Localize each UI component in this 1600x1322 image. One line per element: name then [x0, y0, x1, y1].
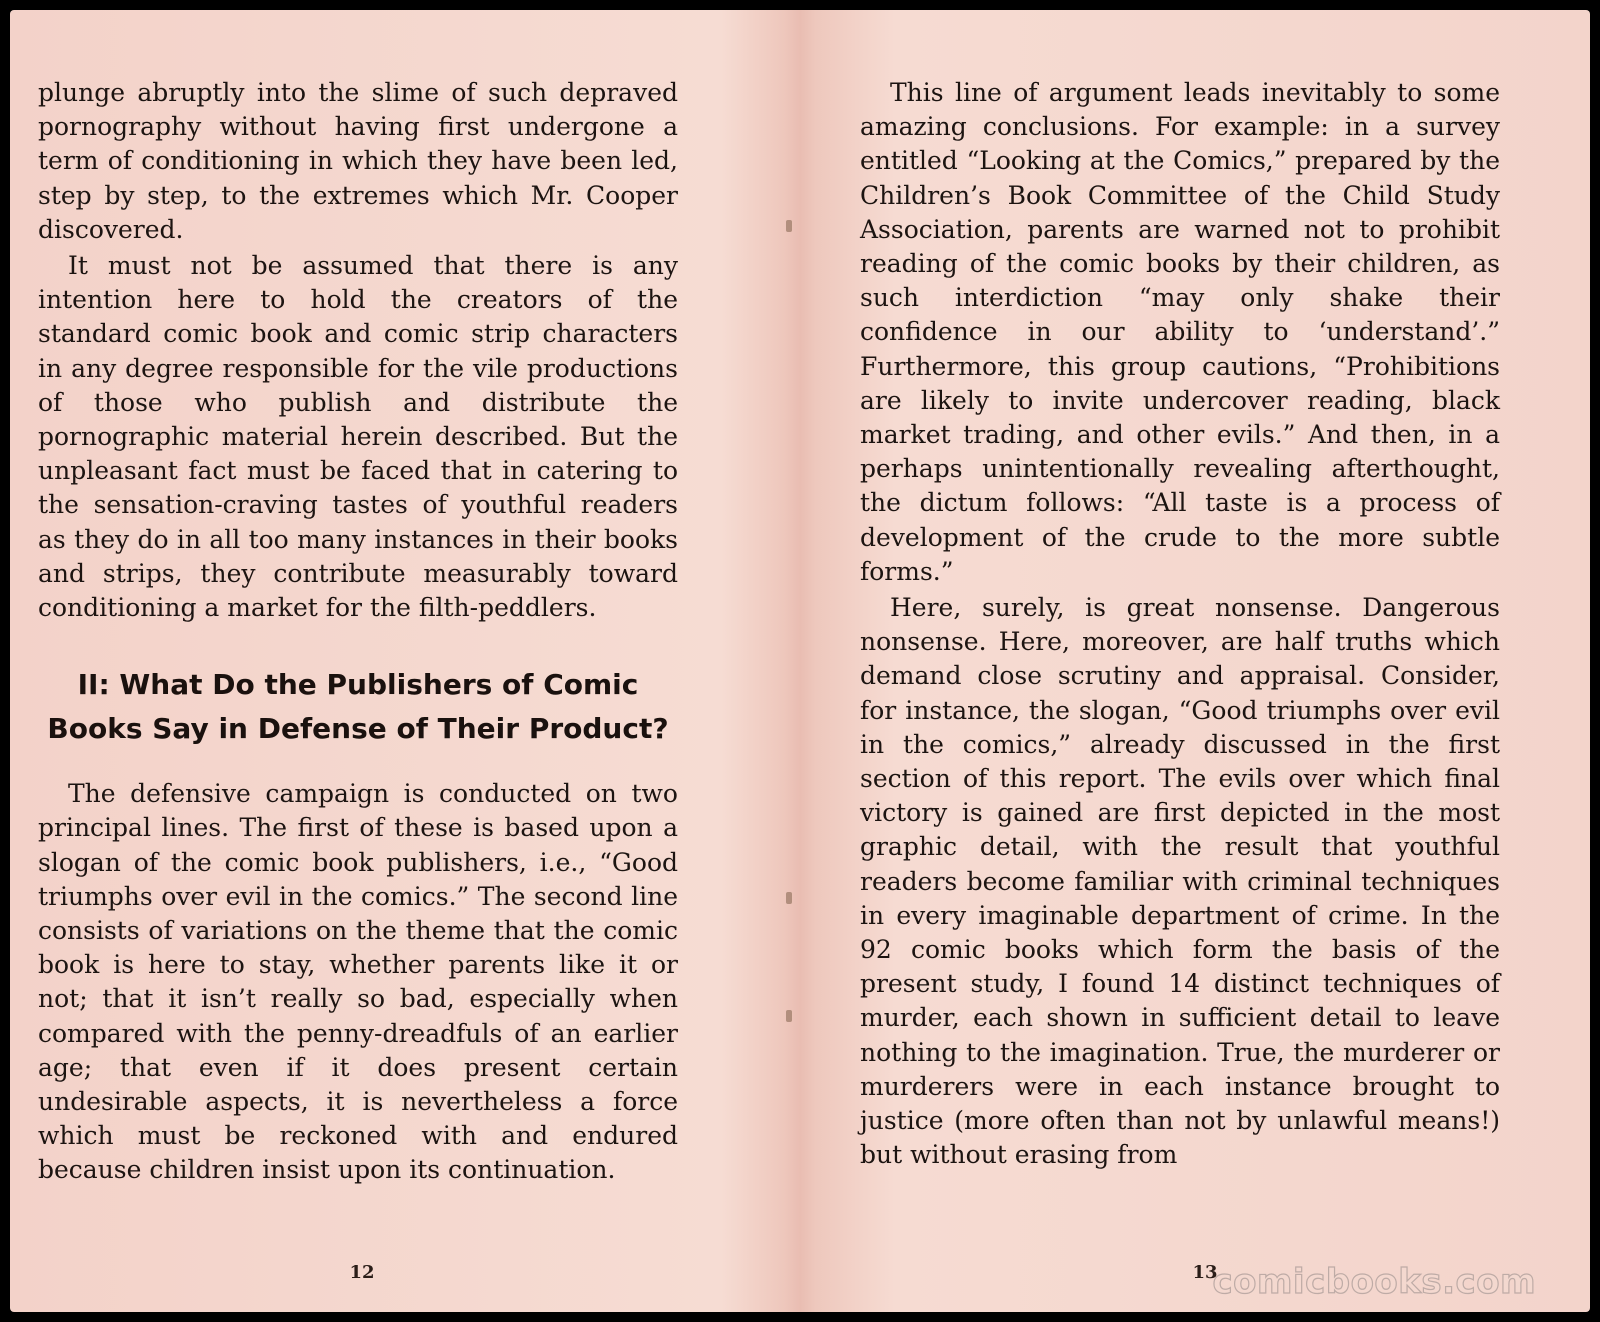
left-page	[38, 76, 678, 1188]
gutter-staple-mark	[786, 892, 792, 904]
right-page	[860, 76, 1500, 1173]
left-paragraph-2: It must not be assumed that there is any intention here to hold the creators of the standard comic book and comic strip characters in any degree responsible for the vile productions of those who publish and distribute the pornographic material herein described. But the unpleasant fact must be faced that in catering to the sensation-craving tastes of youthful readers as they do in all too many instances in their books and strips, they contribute measurably toward conditioning a market for the filth-peddlers.	[38, 251, 678, 623]
left-paragraph-3: The defensive campaign is conducted on two principal lines. The first of these is based upon a slogan of the comic book publishers, i.e., “Good triumphs over evil in the comics.” The second line consists of variations on the theme that the comic book is here to stay, whether parents like it or not; that it isn’t really so bad, especially when compared with the penny-dreadfuls of an earlier age; that even if it does present certain undesirable aspects, it is nevertheless a force which must be reckoned with and endured because children insist upon its continuation.	[38, 779, 678, 1185]
left-paragraph-1: plunge abruptly into the slime of such depraved pornography without having first undergone a term of conditioning in which they have been led, step by step, to the extremes which Mr. Cooper discovered.	[38, 78, 678, 244]
section-heading: II: What Do the Publishers of Comic Books Say in Defense of Their Product?	[47, 668, 669, 746]
gutter-staple-mark	[786, 220, 792, 232]
right-paragraph-1: This line of argument leads inevitably to some amazing conclusions. For example: in a survey entitled “Looking at the Comics,” prepared by the Children’s Book Committee of the Child Study Association, parents are warned not to prohibit reading of the comic books by their children, as such interdiction “may only shake their confidence in our ability to ‘understand’.” Furthermore, this group cautions, “Prohibitions are likely to invite undercover reading, black market trading, and other evils.” And then, in a perhaps unintentionally revealing afterthought, the dictum follows: “All taste is a process of development of the crude to the more subtle forms.”	[860, 78, 1500, 586]
page-number-right: 13	[1192, 1262, 1218, 1283]
book-spread	[10, 10, 1590, 1312]
page-number-left: 12	[349, 1262, 375, 1283]
site-watermark: comicbooks.com	[1212, 1262, 1536, 1302]
right-paragraph-2: Here, surely, is great nonsense. Dangerous nonsense. Here, moreover, are half truths which demand close scrutiny and appraisal. Consider, for instance, the slogan, “Good triumphs over evil in the comics,” already discussed in the first section of this report. The evils over which final victory is gained are first depicted in the most graphic detail, with the result that youthful readers become familiar with criminal techniques in every imaginable department of crime. In the 92 comic books which form the basis of the present study, I found 14 distinct techniques of murder, each shown in sufficient detail to leave nothing to the imagination. True, the murderer or murderers were in each instance brought to justice (more often than not by unlawful means!) but without erasing from	[860, 593, 1500, 1170]
gutter-staple-mark	[786, 1010, 792, 1022]
